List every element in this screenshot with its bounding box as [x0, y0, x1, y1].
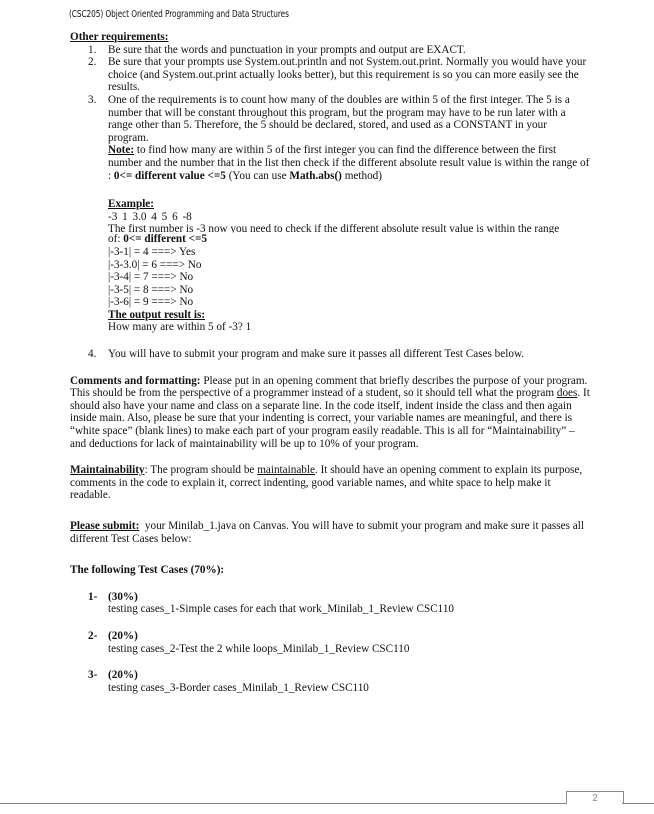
- test-case-number: 2-: [88, 629, 98, 642]
- example-input: -3 1 3.0 4 5 6 -8: [108, 210, 192, 223]
- maintainability-title: Maintainability: [70, 464, 145, 477]
- requirement-text: You will have to submit your program and make sure it passes all different Test Cases below.: [108, 348, 525, 361]
- test-case-1: [70, 591, 590, 616]
- maintainability-text: : The program should be: [144, 464, 258, 477]
- test-case-number: 1-: [88, 590, 98, 603]
- note-paragraph: [108, 144, 590, 182]
- test-case-description: testing cases_1-Simple cases for each that work_Minilab_1_Review CSC110: [108, 603, 455, 616]
- list-number: 3.: [88, 93, 97, 106]
- page-header: (CSC205) Object Oriented Programming and Data Structures: [69, 9, 289, 20]
- range-prefix: of:: [108, 233, 124, 246]
- test-case-weight: (30%): [108, 590, 138, 603]
- list-number: 4.: [88, 348, 97, 361]
- check-line: |-3-1| = 4 ===> Yes: [108, 245, 196, 258]
- footer-rule: [0, 803, 566, 804]
- maintainability-text-cont: . It should have an opening comment to explain its purpose, comments in the code to explain it, correct indenting, good variable names, and white space to help make it readable.: [70, 464, 583, 502]
- example-description-cont: [108, 233, 590, 246]
- submit-paragraph: [70, 520, 590, 545]
- example-block: [108, 198, 590, 334]
- requirement-item-2: [70, 56, 590, 94]
- comments-paragraph: [70, 375, 590, 451]
- test-case-weight: (20%): [108, 629, 138, 642]
- maintainability-paragraph: [70, 464, 590, 502]
- other-requirements-title: Other requirements:: [70, 31, 169, 43]
- requirements-list: [70, 44, 590, 183]
- document-body: [70, 31, 590, 694]
- requirement-item-1: [70, 44, 590, 57]
- submit-text: your Minilab_1.java on Canvas. You will have to submit your program and make sure it passes all different Test Cases below:: [70, 520, 587, 545]
- page-number: 2: [566, 791, 624, 804]
- note-range: 0<= different value <=5: [113, 169, 226, 182]
- test-case-3: [70, 669, 590, 694]
- note-label: Note:: [108, 144, 135, 157]
- comments-text-cont: . It should also have your name and class on a separate line. In the code itself, indent inside the class and then again inside main. Also, please be sure that your indenting is correct, your variable names are meaningful, and there is “white space” (blank lines) to make each part of your program easily readable. This is all for “Maintainability” – and deductions for lack of maintainability will be up to 10% of your program.: [70, 387, 590, 450]
- comments-does: does: [556, 387, 578, 400]
- test-cases-title: The following Test Cases (70%):: [70, 564, 225, 577]
- footer-rule-right: [622, 803, 654, 804]
- example-description: The first number is -3 now you need to check if the different absolute result value is within the range: [108, 223, 560, 234]
- check-line: |-3-6| = 9 ===> No: [108, 296, 194, 309]
- comments-title: Comments and formatting:: [70, 374, 201, 387]
- requirement-text: Be sure that the words and punctuation in your prompts and output are EXACT.: [108, 43, 466, 56]
- range-text: 0<= different <=5: [123, 233, 207, 246]
- note-text: to find how many are within 5 of the first integer you can find the difference between the first number and the number that in the list then check if the different absolute result value is within the range of :: [108, 144, 590, 182]
- test-case-2: [70, 630, 590, 655]
- list-number: 1.: [88, 43, 97, 56]
- check-line: |-3-5| = 8 ===> No: [108, 283, 194, 296]
- test-case-description: testing cases_3-Border cases_Minilab_1_Review CSC110: [108, 681, 369, 694]
- maintainability-word: maintainable: [257, 464, 315, 477]
- test-case-weight: (20%): [108, 669, 138, 682]
- requirement-item-4: [70, 348, 590, 361]
- note-tail-end: method): [341, 169, 383, 182]
- note-method: Math.abs(): [289, 169, 342, 182]
- check-line: |-3-4| = 7 ===> No: [108, 271, 194, 284]
- comments-text: Please put in an opening comment that briefly describes the purpose of your program. This should be from the perspective of a programmer instead of a student, so it should tell what the program: [70, 374, 588, 400]
- example-title: Example:: [108, 198, 154, 211]
- check-line: |-3-3.0| = 6 ===> No: [108, 258, 202, 271]
- note-tail: (You can use: [225, 169, 290, 182]
- requirement-item-3: [70, 94, 590, 182]
- list-number: 2.: [88, 56, 97, 69]
- test-case-number: 3-: [88, 669, 98, 682]
- test-case-description: testing cases_2-Test the 2 while loops_Minilab_1_Review CSC110: [108, 642, 410, 655]
- output-title: The output result is:: [108, 308, 206, 321]
- output-text: How many are within 5 of -3? 1: [108, 321, 252, 334]
- submit-title: Please submit:: [70, 520, 140, 532]
- requirement-text: Be sure that your prompts use System.out.println and not System.out.print. Normally you would have your choice (and System.out.print actually looks better), but this requirement is so you can more easily see the results.: [108, 56, 587, 94]
- requirement-text: One of the requirements is to count how many of the doubles are within 5 of the first integer. The 5 is a number that will be constant throughout this program, but the program may have to be run later with a range other than 5. Therefore, the 5 should be declared, stored, and used as a CONSTANT in your program.: [108, 93, 570, 144]
